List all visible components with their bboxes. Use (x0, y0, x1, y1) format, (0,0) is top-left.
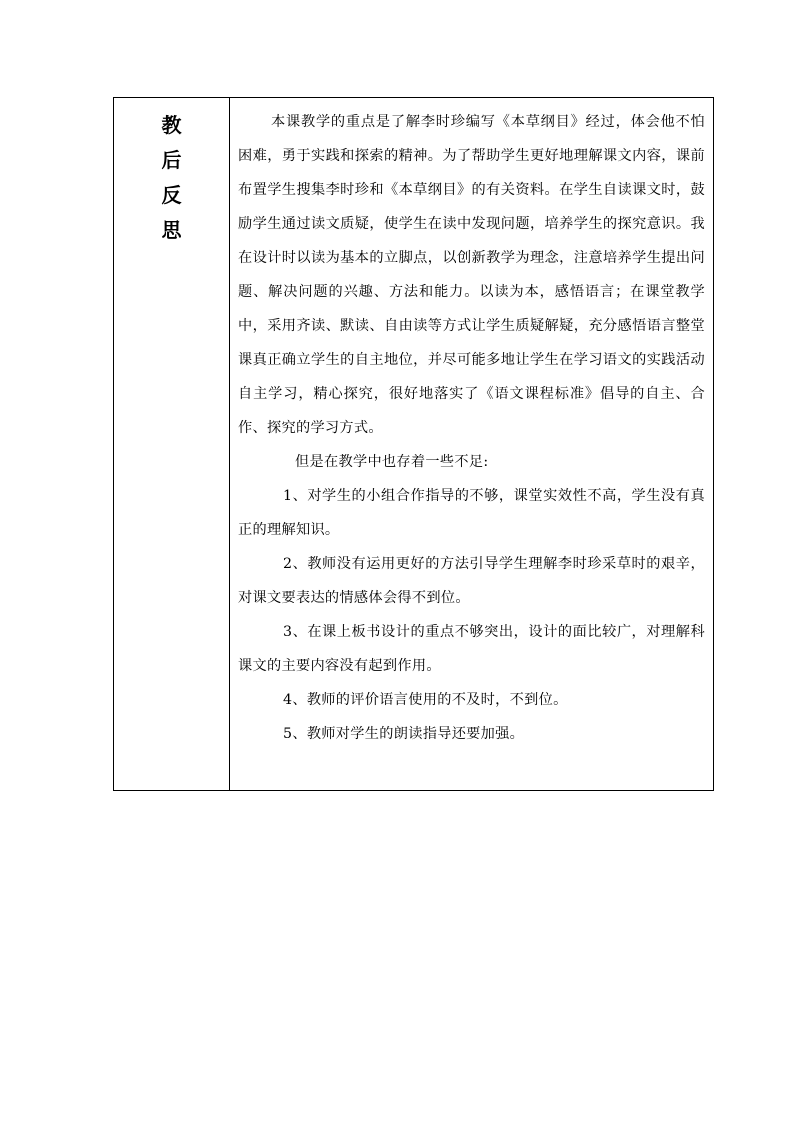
shortcoming-item: 4、教师的评价语言使用的不及时，不到位。 (283, 692, 568, 708)
reflection-table (113, 97, 714, 791)
label-char: 教 (161, 113, 182, 137)
section-label (114, 108, 229, 248)
intro-paragraph: 本课教学的重点是了解李时珍编写《本草纲目》经过，体会他不怕困难，勇于实践和探索的精神。为了帮助学生更好地理解课文内容，课前布置学生搜集李时珍和《本草纲目》的有关资料。在学生自读课文时，鼓励学生通过读文质疑，使学生在读中发现问题，培养学生的探究意识。我在设计时以读为基本的立脚点，以创新教学为理念，注意培养学生提出问题、解决问题的兴趣、方法和能力。以读为本，感悟语言；在课堂教学中，采用齐读、默读、自由读等方式让学生质疑解疑，充分感悟语言整堂课真正确立学生的自主地位，并尽可能多地让学生在学习语文的实践活动自主学习，精心探究，很好地落实了《语文课程标准》倡导的自主、合作、探究的学习方式。 (238, 114, 705, 436)
shortcomings-heading: 但是在教学中也存着一些不足: (295, 454, 489, 470)
content-cell (230, 98, 713, 790)
label-char: 反 (161, 183, 182, 207)
label-cell (114, 98, 230, 790)
shortcoming-item: 1、对学生的小组合作指导的不够，课堂实效性不高，学生没有真正的理解知识。 (238, 488, 705, 538)
label-char: 思 (161, 218, 182, 242)
shortcoming-item: 5、教师对学生的朗读指导还要加强。 (283, 726, 525, 742)
shortcoming-item: 2、教师没有运用更好的方法引导学生理解李时珍采草时的艰辛，对课文要表达的情感体会得不到位。 (238, 556, 705, 606)
label-char: 后 (161, 148, 182, 172)
shortcoming-item: 3、在课上板书设计的重点不够突出，设计的面比较广，对理解科课文的主要内容没有起到作用。 (238, 624, 705, 674)
